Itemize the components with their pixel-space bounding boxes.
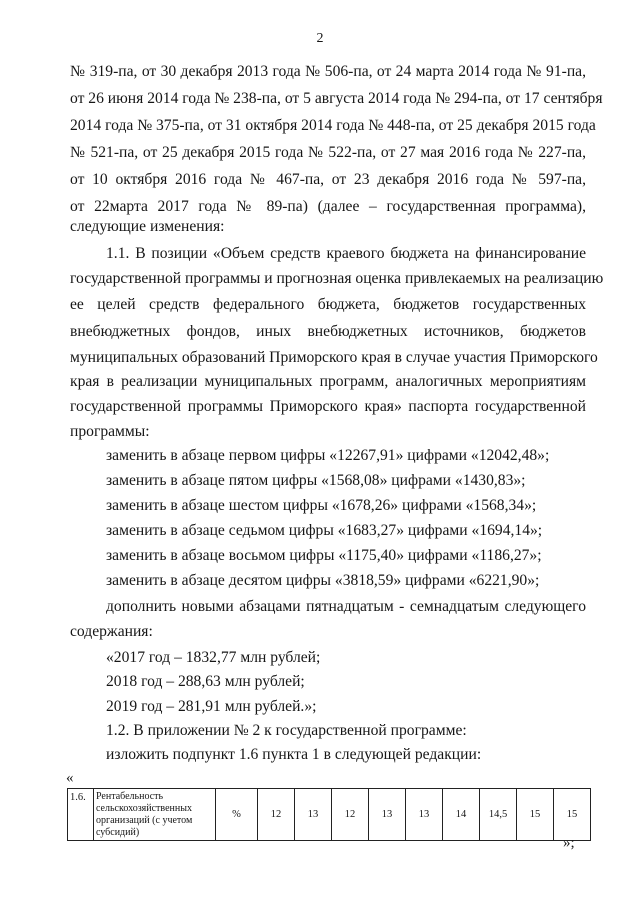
- replacement-line: заменить в абзаце шестом цифры «1678,26» цифрами «1568,34»;: [106, 497, 537, 514]
- value-cell: 12: [332, 789, 369, 841]
- p11-line: государственной программы и прогнозная оценка привлекаемых на реализацию: [70, 270, 604, 287]
- year-line: «2017 год – 1832,77 млн рублей;: [106, 649, 321, 666]
- replacement-line: заменить в абзаце десятом цифры «3818,59» цифрами «6221,90»;: [106, 572, 540, 589]
- supplement-line: дополнить новыми абзацами пятнадцатым - семнадцатым следующего: [106, 598, 586, 615]
- replacement-line: заменить в абзаце седьмом цифры «1683,27» цифрами «1694,14»;: [106, 522, 543, 539]
- intro-line-last: следующие изменения:: [70, 218, 225, 235]
- replacement-line: заменить в абзаце первом цифры «12267,91» цифрами «12042,48»;: [106, 447, 550, 464]
- intro-line: № 521-па, от 25 декабря 2015 года № 522-па, от 27 мая 2016 года № 227-па,: [70, 144, 586, 161]
- value-cell: 15: [554, 789, 591, 841]
- p12-sub-line: изложить подпункт 1.6 пункта 1 в следующей редакции:: [106, 746, 482, 763]
- intro-line: 2014 года № 375-па, от 31 октября 2014 года № 448-па, от 25 декабря 2015 года: [70, 117, 596, 134]
- table-row: [68, 789, 591, 841]
- row-number: 1.6.: [68, 789, 94, 841]
- intro-line: от 26 июня 2014 года № 238-па, от 5 августа 2014 года № 294-па, от 17 сентября: [70, 90, 603, 107]
- p11-line: государственной программы Приморского края» паспорта государственной: [70, 398, 586, 415]
- value-cell: 12: [258, 789, 295, 841]
- p12-line: 1.2. В приложении № 2 к государственной программе:: [106, 722, 467, 739]
- value-cell: 13: [406, 789, 443, 841]
- value-cell: 14,5: [480, 789, 517, 841]
- indicator-name: Рентабельность сельскохозяйственных организаций (с учетом субсидий): [94, 789, 216, 841]
- value-cell: 13: [369, 789, 406, 841]
- p11-line-last: программы:: [70, 423, 150, 440]
- replacement-line: заменить в абзаце пятом цифры «1568,08» цифрами «1430,83»;: [106, 472, 526, 489]
- p11-line: внебюджетных фондов, иных внебюджетных источников, бюджетов: [70, 323, 586, 340]
- quote-close: »;: [563, 835, 575, 851]
- intro-line: № 319-па, от 30 декабря 2013 года № 506-па, от 24 марта 2014 года № 91-па,: [70, 63, 586, 80]
- unit-cell: %: [216, 789, 258, 841]
- p11-line: 1.1. В позиции «Объем средств краевого бюджета на финансирование: [106, 245, 586, 262]
- indicator-table: [67, 788, 591, 841]
- p11-line: муниципальных образований Приморского края в случае участия Приморского: [70, 349, 598, 366]
- p11-line: края в реализации муниципальных программ, аналогичных мероприятиям: [70, 373, 586, 390]
- page-number: 2: [316, 31, 324, 46]
- value-cell: 15: [517, 789, 554, 841]
- year-line: 2018 год – 288,63 млн рублей;: [106, 673, 305, 690]
- value-cell: 14: [443, 789, 480, 841]
- value-cell: 13: [295, 789, 332, 841]
- intro-line: от 22марта 2017 года № 89-па) (далее – государственная программа),: [70, 198, 586, 215]
- year-line: 2019 год – 281,91 млн рублей.»;: [106, 698, 317, 715]
- replacement-line: заменить в абзаце восьмом цифры «1175,40» цифрами «1186,27»;: [106, 547, 542, 564]
- intro-line: от 10 октября 2016 года № 467-па, от 23 декабря 2016 года № 597-па,: [70, 171, 586, 188]
- p11-line: ее целей средств федерального бюджета, бюджетов государственных: [70, 296, 586, 313]
- quote-open: «: [66, 770, 74, 786]
- supplement-line-last: содержания:: [70, 623, 153, 640]
